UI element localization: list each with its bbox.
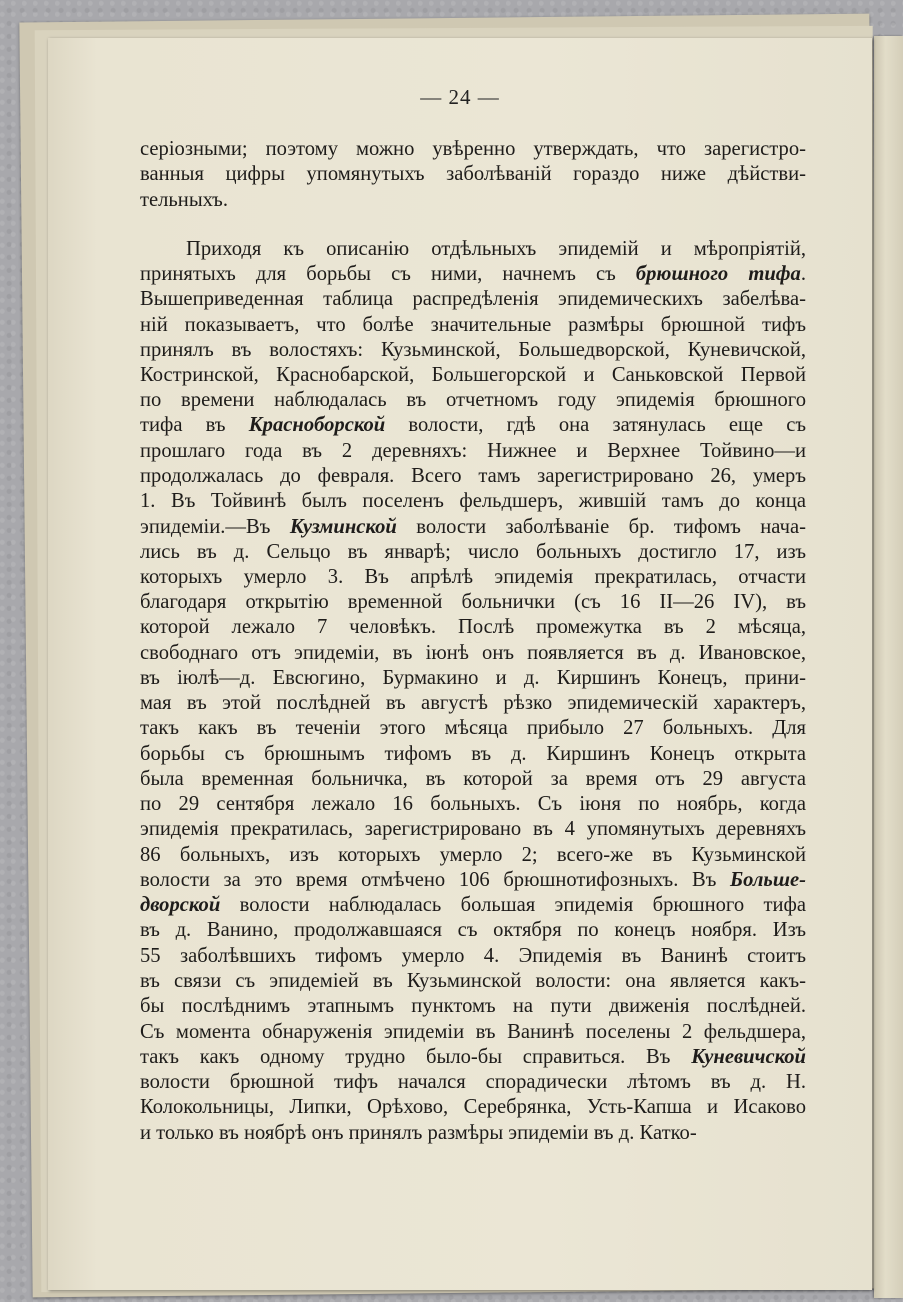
- text-span: волости, гдѣ она затянулась еще съ: [385, 414, 806, 436]
- text-span: волости наблюдалась большая эпидемія брюшного тифа: [220, 894, 806, 916]
- text-span: Вышеприведенная таблица распредѣленія эпидемическихъ забелѣва-: [140, 288, 806, 310]
- text-span: 86 больныхъ, изъ которыхъ умерло 2; всего-же въ Кузьминской: [140, 844, 806, 866]
- text-span: Колокольницы, Липки, Орѣхово, Серебрянка, Усть-Капша и Исаково: [140, 1096, 806, 1118]
- text-line: [140, 1118, 806, 1148]
- text-span: 1. Въ Тойвинѣ былъ поселенъ фельдшеръ, жившій тамъ до конца: [140, 490, 806, 512]
- book-page: [48, 38, 872, 1290]
- emphasized-text: Куневичской: [691, 1046, 806, 1068]
- text-span: 55 заболѣвшихъ тифомъ умерло 4. Эпидемія въ Ванинѣ стоитъ: [140, 945, 806, 967]
- text-span: Костринской, Краснобарской, Большегорской и Саньковской Первой: [140, 364, 806, 386]
- text-span: тельныхъ.: [140, 189, 228, 211]
- text-span: волости заболѣваніе бр. тифомъ нача-: [396, 516, 806, 538]
- text-span: въ связи съ эпидеміей въ Кузьминской волости: она является какъ-: [140, 970, 806, 992]
- text-span: по времени наблюдалась въ отчетномъ году эпидемія брюшного: [140, 389, 806, 411]
- text-span: свободнаго отъ эпидеміи, въ іюнѣ онъ появляется въ д. Ивановское,: [140, 642, 806, 664]
- emphasized-text: Кузминской: [289, 516, 397, 538]
- text-span: серіозными; поэтому можно увѣренно утверждать, что зарегистро-: [140, 138, 806, 160]
- text-span: ній показываетъ, что болѣе значительные размѣры брюшной тифъ: [140, 314, 806, 336]
- text-span: волости за это время отмѣчено 106 брюшнотифозныхъ. Въ: [140, 869, 730, 891]
- text-span: которой лежало 7 человѣкъ. Послѣ промежутка въ 2 мѣсяца,: [140, 616, 806, 638]
- emphasized-text: брюшного тифа: [635, 263, 801, 285]
- text-span: лись въ д. Сельцо въ январѣ; число больныхъ достигло 17, изъ: [140, 541, 806, 563]
- text-span: въ д. Ванино, продолжавшаяся съ октября по конецъ ноября. Изъ: [140, 919, 806, 941]
- page-number: — 24 —: [420, 85, 500, 109]
- text-span: принялъ въ волостяхъ: Кузьминской, Большедворской, Куневичской,: [140, 339, 806, 361]
- text-span: Съ момента обнаруженія эпидеміи въ Ванинѣ поселены 2 фельдшера,: [140, 1021, 806, 1043]
- text-span: волости брюшной тифъ начался спорадически лѣтомъ въ д. Н.: [140, 1071, 806, 1093]
- text-span: была временная больничка, въ которой за время отъ 29 августа: [140, 768, 806, 790]
- emphasized-text: дворской: [140, 894, 221, 916]
- text-span: такъ какъ въ теченіи этого мѣсяца прибыло 27 больныхъ. Для: [140, 717, 806, 739]
- text-span: которыхъ умерло 3. Въ апрѣлѣ эпидемія прекратилась, отчасти: [140, 566, 806, 588]
- text-span: борьбы съ брюшнымъ тифомъ въ д. Киршинъ Конецъ открыта: [140, 743, 806, 765]
- text-span: благодаря открытію временной больнички (съ 16 II—26 IV), въ: [140, 591, 806, 613]
- text-line: [140, 185, 806, 215]
- text-span: ванныя цифры упомянутыхъ заболѣваній гораздо ниже дѣйстви-: [140, 163, 806, 185]
- text-span: въ іюлѣ—д. Евсюгино, Бурмакино и д. Киршинъ Конецъ, прини-: [140, 667, 806, 689]
- text-span: продолжалась до февраля. Всего тамъ зарегистрировано 26, умеръ: [140, 465, 806, 487]
- text-span: и только въ ноябрѣ онъ принялъ размѣры эпидеміи въ д. Катко-: [140, 1122, 697, 1144]
- emphasized-text: Краснoборской: [248, 414, 386, 436]
- text-span: прошлаго года въ 2 деревняхъ: Нижнее и Верхнее Тойвино—и: [140, 440, 806, 462]
- facing-page-edge: [874, 36, 903, 1298]
- emphasized-text: Больше-: [730, 869, 806, 891]
- text-span: .: [800, 263, 806, 285]
- text-span: по 29 сентября лежало 16 больныхъ. Съ іюня по ноябрь, когда: [140, 793, 806, 815]
- text-span: Приходя къ описанію отдѣльныхъ эпидемій и мѣропріятій,: [186, 238, 806, 260]
- text-span: эпидеміи.—Въ: [140, 516, 290, 538]
- text-span: такъ какъ одному трудно было-бы справиться. Въ: [140, 1046, 692, 1068]
- text-span: тифа въ: [140, 414, 249, 436]
- text-span: эпидемія прекратилась, зарегистрировано въ 4 упомянутыхъ деревняхъ: [140, 818, 806, 840]
- text-span: бы послѣднимъ этапнымъ пунктомъ на пути движенія послѣдней.: [140, 995, 806, 1017]
- text-span: принятыхъ для борьбы съ ними, начнемъ съ: [140, 263, 636, 285]
- text-span: мая въ этой послѣдней въ августѣ рѣзко эпидемическій характеръ,: [140, 692, 806, 714]
